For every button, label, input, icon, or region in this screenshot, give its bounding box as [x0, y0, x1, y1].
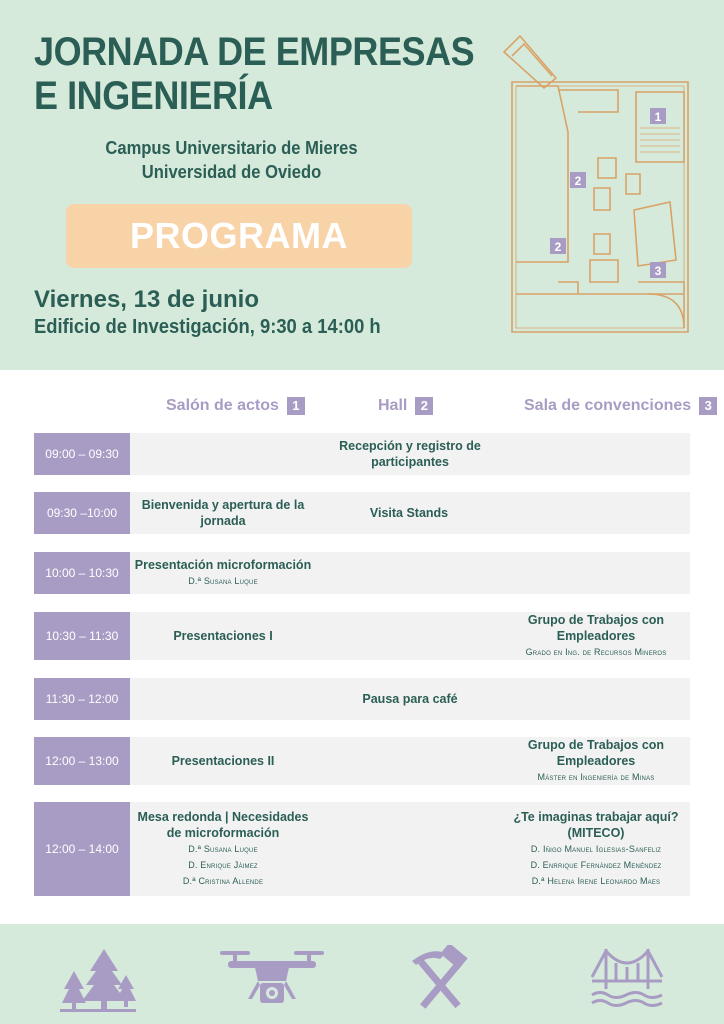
schedule-row	[34, 612, 690, 660]
session-cell	[316, 492, 502, 534]
session-title: Empleadores	[556, 629, 636, 643]
floor-marker: 2	[554, 240, 562, 254]
column-header-hall	[378, 397, 433, 415]
session-cell	[130, 802, 316, 896]
time-slot: 11:30 – 12:00	[34, 678, 130, 720]
speaker-name: D.ª Susana Luque	[188, 844, 258, 854]
session-title: Pausa para café	[362, 692, 458, 706]
time-slot: 09:30 –10:00	[34, 492, 130, 534]
schedule-row	[34, 737, 690, 785]
floor-plan-map	[498, 32, 698, 340]
campus-name: Campus Universitario de Mieres	[105, 138, 358, 158]
session-title: Empleadores	[556, 754, 636, 768]
time-slot: 10:00 – 10:30	[34, 552, 130, 594]
pick-hammer-icon	[406, 945, 476, 1011]
column-label: Hall	[378, 397, 408, 414]
column-header-sala	[524, 397, 717, 415]
session-title: (MITECO)	[567, 826, 625, 840]
time-slot: 09:00 – 09:30	[34, 433, 130, 475]
column-number-badge: 2	[415, 397, 433, 415]
column-header-salon	[166, 397, 305, 415]
session-subtitle: Grado en Ing. de Recursos Mineros	[525, 647, 667, 657]
campus-info	[50, 136, 413, 184]
time-slot: 12:00 – 13:00	[34, 737, 130, 785]
speaker-name: D.ª Cristina Allende	[182, 876, 264, 886]
time-slot: 12:00 – 14:00	[34, 802, 130, 896]
drone-icon	[218, 945, 326, 1011]
session-title: Presentaciones II	[171, 754, 275, 768]
session-title: ¿Te imaginas trabajar aquí?	[513, 810, 679, 824]
event-venue: Edificio de Investigación, 9:30 a 14:00 h	[34, 316, 381, 338]
schedule-row	[34, 552, 690, 594]
session-title: Visita Stands	[369, 506, 449, 520]
session-cell	[502, 612, 690, 660]
speaker-name: D. Iñigo Manuel Iglesias-Sanfeliz	[530, 844, 662, 854]
column-label: Sala de convenciones	[524, 397, 692, 414]
session-title: Presentaciones I	[173, 629, 273, 643]
programa-banner: PROGRAMA	[66, 204, 412, 268]
session-title: de microformación	[166, 826, 280, 840]
column-number-badge: 3	[699, 397, 717, 415]
session-cell	[502, 802, 690, 896]
speaker-name: D.ª Helena Irene Leonardo Maes	[531, 876, 661, 886]
session-subtitle: Máster en Ingeniería de Minas	[537, 772, 655, 782]
session-cell	[130, 737, 316, 785]
session-cell	[130, 492, 316, 534]
speaker-name: D. Enrrique Fernández Menéndez	[530, 860, 662, 870]
event-date: Viernes, 13 de junio	[34, 286, 259, 313]
session-cell	[130, 552, 316, 594]
session-cell	[130, 612, 316, 660]
trees-icon	[60, 945, 136, 1015]
session-title: Bienvenida y apertura de la	[141, 498, 305, 512]
university-name: Universidad de Oviedo	[141, 162, 322, 182]
session-title: Mesa redonda | Necesidades	[137, 810, 309, 824]
session-title: Grupo de Trabajos con	[527, 738, 665, 752]
event-title-line2: E INGENIERÍA	[34, 74, 273, 118]
session-title: jornada	[200, 514, 246, 528]
schedule-row	[34, 433, 690, 475]
bridge-icon	[590, 945, 664, 1011]
session-title: Presentación microformación	[134, 558, 312, 572]
floor-marker: 1	[654, 110, 662, 124]
session-title: Grupo de Trabajos con	[527, 613, 665, 627]
column-number-badge: 1	[287, 397, 305, 415]
floor-marker: 3	[654, 264, 662, 278]
schedule-row	[34, 492, 690, 534]
speaker-name: D. Enrique Jáimez	[188, 860, 258, 870]
schedule-row	[34, 678, 690, 720]
time-slot: 10:30 – 11:30	[34, 612, 130, 660]
event-title-line1: JORNADA DE EMPRESAS	[34, 30, 475, 74]
column-label: Salón de actos	[166, 397, 279, 414]
session-title: participantes	[371, 455, 449, 469]
schedule-row	[34, 802, 690, 896]
floor-marker: 2	[574, 174, 582, 188]
session-cell	[130, 678, 690, 720]
session-cell	[130, 433, 690, 475]
session-title: Recepción y registro de	[339, 439, 481, 453]
event-title	[34, 30, 475, 118]
session-cell	[502, 737, 690, 785]
speaker-name: D.ª Susana Luque	[188, 576, 258, 586]
